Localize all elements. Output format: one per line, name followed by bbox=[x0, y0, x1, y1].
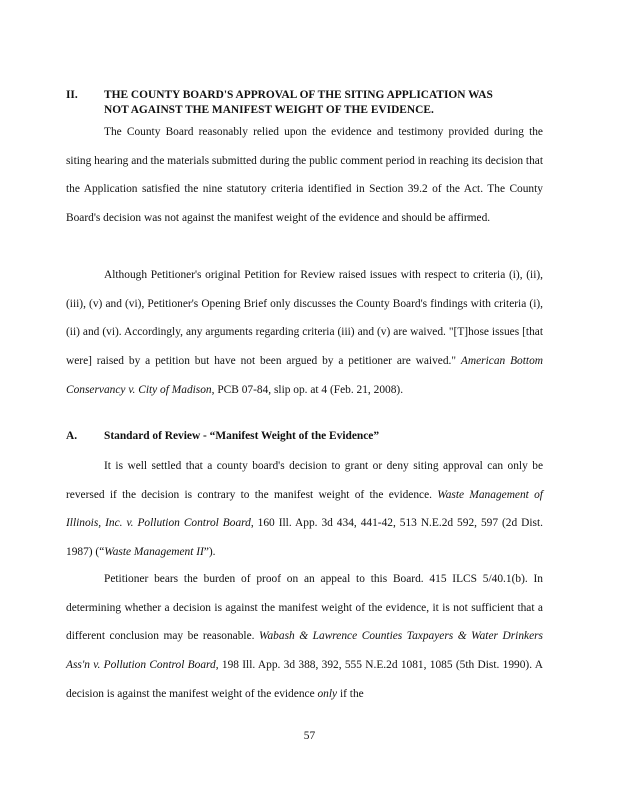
paragraph-2-citation: , PCB 07-84, slip op. at 4 (Feb. 21, 2008). bbox=[211, 383, 404, 396]
case-name-american-bottom: American Bottom Conservancy v. City of Madison bbox=[66, 355, 543, 396]
paragraph-2 bbox=[66, 261, 543, 405]
case-name-waste-management: Waste Management of Illinois, Inc. v. Pollution Control Board bbox=[66, 488, 543, 530]
subsection-letter: A. bbox=[66, 430, 78, 442]
paragraph-4 bbox=[66, 565, 543, 709]
paragraph-1: The County Board reasonably relied upon the evidence and testimony provided during the siting hearing and the materials submitted during the public comment period in reaching its decision that the Application satisfied the nine statutory criteria identified in Section 39.2 of the Act. The County Board's decision was not against the manifest weight of the evidence and should be affirmed. bbox=[66, 126, 543, 225]
paragraph-2-text: Although Petitioner's original Petition for Review raised issues with respect to criteria (i), (ii), (iii), (v) and (vi), Petitioner's Opening Brief only discusses the County Board's findings with criteria (i), (ii) and (vi). Accordingly, any arguments regarding criteria (iii) and (v) are waived. "[T]hose issues [that were] raised by a petition but have not been argued by a petitioner are waived." bbox=[66, 269, 543, 368]
emphasis-only: only bbox=[317, 687, 338, 700]
paragraph-3 bbox=[66, 452, 543, 567]
paragraph-3-citation: , 160 Ill. App. 3d 434, 441-42, 513 N.E.2d 592, 597 (2d Dist. 1987) (“ bbox=[66, 517, 543, 559]
case-name-wabash: Wabash & Lawrence Counties Taxpayers & Water Drinkers Ass'n v. Pollution Control Board bbox=[66, 630, 543, 672]
paragraph-4-citation: , 198 Ill. App. 3d 388, 392, 555 N.E.2d 1081, 1085 (5th Dist. 1990). A decision is against the manifest weight of the evidence bbox=[66, 659, 543, 700]
section-title-line-2: NOT AGAINST THE MANIFEST WEIGHT OF THE EVIDENCE. bbox=[104, 104, 434, 116]
paragraph-4-tail: if the bbox=[339, 687, 364, 700]
paragraph-3-text: It is well settled that a county board's decision to grant or deny siting approval can only be reversed if the decision is contrary to the manifest weight of the evidence. bbox=[66, 460, 543, 501]
paragraph-3-citation-end: ”). bbox=[203, 546, 216, 559]
page-number: 57 bbox=[303, 730, 316, 742]
section-number: II. bbox=[66, 89, 78, 101]
section-title-line-1: THE COUNTY BOARD'S APPROVAL OF THE SITING APPLICATION WAS bbox=[104, 89, 493, 101]
subsection-title: Standard of Review - “Manifest Weight of the Evidence” bbox=[104, 430, 380, 442]
section-title bbox=[104, 88, 556, 118]
paragraph-4-text: Petitioner bears the burden of proof on an appeal to this Board. 415 ILCS 5/40.1(b). In determining whether a decision is against the manifest weight of the evidence, it is not sufficient that a different conclusion may be reasonable. bbox=[66, 573, 543, 643]
short-name-waste-management: Waste Management II bbox=[104, 546, 204, 559]
